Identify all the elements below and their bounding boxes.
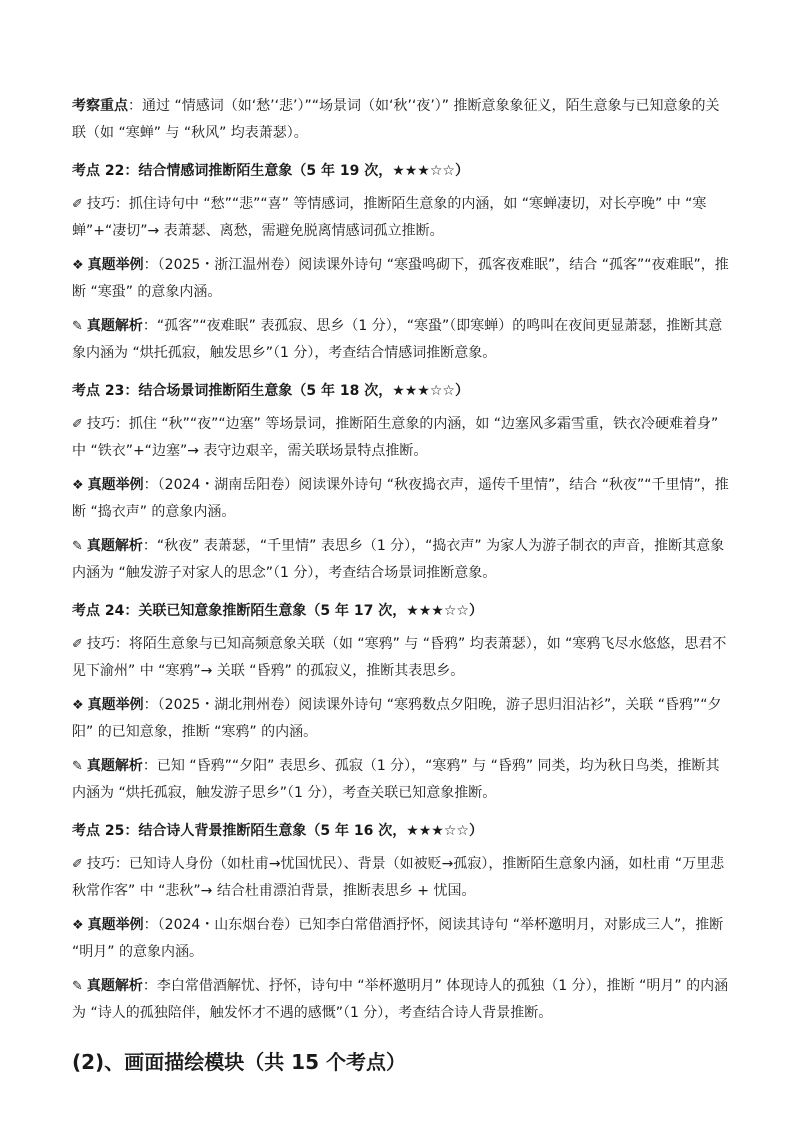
tip-paragraph — [72, 851, 732, 905]
example-label: 真题举例 — [87, 477, 144, 493]
focus-text: ：通过 “情感词（如‘愁’‘悲’）”“场景词（如‘秋’‘夜’）” 推断意象象征义，陌生意象与已知意象的关联（如 “寒蝉” 与 “秋风” 均表萧瑟）。 — [72, 98, 720, 141]
analysis-text: ：李白常借酒解忧、抒怀，诗句中 “举杯邀明月” 体现诗人的孤独（1 分），推断 “明月” 的内涵为 “诗人的孤独陪伴，触发怀才不遇的感慨”（1 分），考查结合诗人背景推断。 — [72, 978, 729, 1021]
tip-text: 技巧：抓住诗句中 “愁”“悲”“喜” 等情感词，推断陌生意象的内涵，如 “寒蝉凄切，对长亭晚” 中 “寒蝉”+“凄切”→ 表萧瑟、离愁，需避免脱离情感词孤立推断。 — [72, 196, 707, 239]
pen-icon: ✎ — [72, 539, 83, 554]
tip-paragraph — [72, 411, 732, 465]
diamond-bullet-icon: ❖ — [72, 918, 84, 933]
tip-paragraph — [72, 631, 732, 685]
point-title: 考点 23：结合场景词推断陌生意象（5 年 18 次，★★★☆☆） — [72, 383, 469, 399]
example-label: 真题举例 — [87, 917, 144, 933]
example-text: ：（2025・浙江温州卷）阅读课外诗句 “寒蛩鸣砌下，孤客夜难眠”，结合 “孤客”“夜难眠”，推断 “寒蛩” 的意象内涵。 — [72, 257, 729, 300]
pencil-icon: ✐ — [72, 417, 83, 432]
example-paragraph — [72, 912, 732, 966]
analysis-paragraph — [72, 973, 732, 1027]
example-text: ：（2024・山东烟台卷）已知李白常借酒抒怀，阅读其诗句 “举杯邀明月，对影成三人”，推断 “明月” 的意象内涵。 — [72, 917, 724, 960]
section-heading: (2)、画面描绘模块（共 15 个考点） — [72, 1050, 406, 1074]
tip-text: 技巧：将陌生意象与已知高频意象关联（如 “寒鸦” 与 “昏鸦” 均表萧瑟），如 “寒鸦飞尽水悠悠，思君不见下渝州” 中 “寒鸦”→ 关联 “昏鸦” 的孤寂义，推断其表思乡。 — [72, 636, 727, 679]
example-label: 真题举例 — [87, 257, 144, 273]
pen-icon: ✎ — [72, 319, 83, 334]
example-paragraph — [72, 472, 732, 526]
pen-icon: ✎ — [72, 759, 83, 774]
focus-label: 考察重点 — [72, 98, 128, 114]
analysis-label: 真题解析 — [86, 318, 143, 334]
document-page — [72, 93, 732, 1077]
example-label: 真题举例 — [87, 697, 144, 713]
pencil-icon: ✐ — [72, 197, 83, 212]
diamond-bullet-icon: ❖ — [72, 698, 84, 713]
example-paragraph — [72, 252, 732, 306]
example-text: ：（2024・湖南岳阳卷）阅读课外诗句 “秋夜捣衣声，遥传千里情”，结合 “秋夜”“千里情”，推断 “捣衣声” 的意象内涵。 — [72, 477, 729, 520]
example-text: ：（2025・湖北荆州卷）阅读课外诗句 “寒鸦数点夕阳晚，游子思归泪沾衫”，关联 “昏鸦”“夕阳” 的已知意象，推断 “寒鸦” 的内涵。 — [72, 697, 722, 740]
analysis-text: ：“孤客”“夜难眠” 表孤寂、思乡（1 分），“寒蛩”（即寒蝉）的鸣叫在夜间更显萧瑟，推断其意象内涵为 “烘托孤寂，触发思乡”（1 分），考查结合情感词推断意象。 — [72, 318, 723, 361]
pencil-icon: ✐ — [72, 637, 83, 652]
analysis-paragraph — [72, 533, 732, 587]
analysis-paragraph — [72, 753, 732, 807]
focus-paragraph — [72, 93, 732, 147]
analysis-label: 真题解析 — [86, 758, 143, 774]
pen-icon: ✎ — [72, 979, 83, 994]
analysis-label: 真题解析 — [86, 538, 143, 554]
tip-text: 技巧：抓住 “秋”“夜”“边塞” 等场景词，推断陌生意象的内涵，如 “边塞风多霜雪重，铁衣冷硬难着身” 中 “铁衣”+“边塞”→ 表守边艰辛，需关联场景特点推断。 — [72, 416, 719, 459]
diamond-bullet-icon: ❖ — [72, 478, 84, 493]
analysis-text: ：“秋夜” 表萧瑟，“千里情” 表思乡（1 分），“捣衣声” 为家人为游子制衣的声音，推断其意象内涵为 “触发游子对家人的思念”（1 分），考查结合场景词推断意象。 — [72, 538, 725, 581]
point-title: 考点 22：结合情感词推断陌生意象（5 年 19 次，★★★☆☆） — [72, 163, 469, 179]
tip-paragraph — [72, 191, 732, 245]
analysis-text: ：已知 “昏鸦”“夕阳” 表思乡、孤寂（1 分），“寒鸦” 与 “昏鸦” 同类，均为秋日鸟类，推断其内涵为 “烘托孤寂，触发游子思乡”（1 分），考查关联已知意象推断。 — [72, 758, 720, 801]
point-title: 考点 25：结合诗人背景推断陌生意象（5 年 16 次，★★★☆☆） — [72, 823, 483, 839]
example-paragraph — [72, 692, 732, 746]
analysis-label: 真题解析 — [86, 978, 143, 994]
diamond-bullet-icon: ❖ — [72, 258, 84, 273]
pencil-icon: ✐ — [72, 857, 83, 872]
tip-text: 技巧：已知诗人身份（如杜甫→忧国忧民）、背景（如被贬→孤寂），推断陌生意象内涵，如杜甫 “万里悲秋常作客” 中 “悲秋”→ 结合杜甫漂泊背景，推断表思乡 + 忧国。 — [72, 856, 725, 899]
analysis-paragraph — [72, 313, 732, 367]
point-title: 考点 24：关联已知意象推断陌生意象（5 年 17 次，★★★☆☆） — [72, 603, 483, 619]
